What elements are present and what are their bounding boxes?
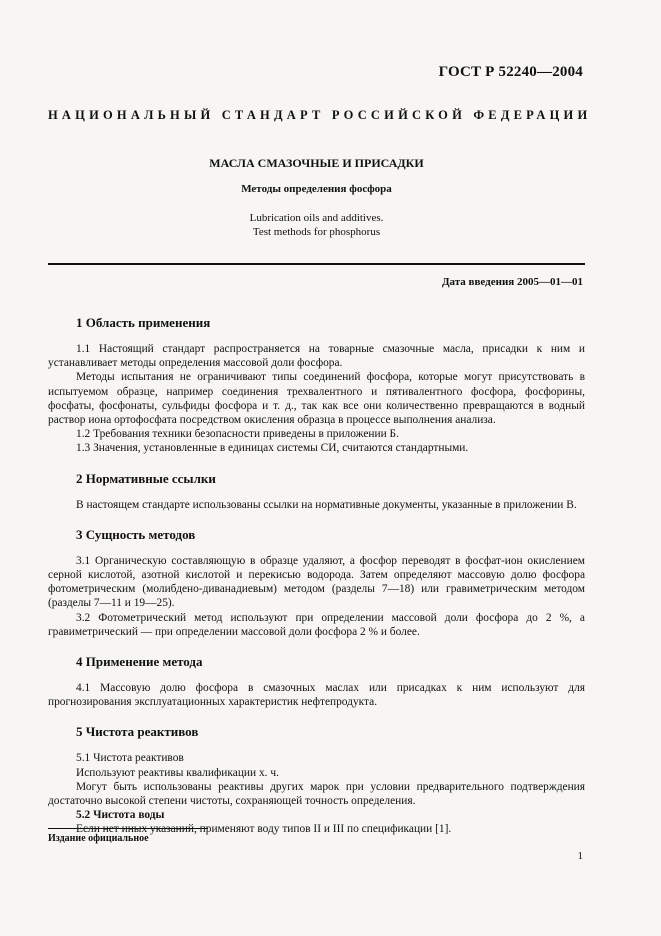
paragraph-1-1-methods: Методы испытания не ограничивают типы соединений фосфора, которые могут присутствовать в испытуемом образце, например соединения трехвалентного и пятивалентного фосфора, фосфорины, фосфаты, фосфонаты, сульфиды фосфора и т. д., так как все они количественно превращаются в водный раствор иона ортофосфата посредством окисления образца в процессе выполнения анализа. — [48, 371, 585, 427]
subsection-heading-5-2: 5.2 Чистота воды — [76, 809, 165, 822]
document-body — [48, 312, 585, 837]
paragraph-5-1: 5.1 Чистота реактивов — [76, 752, 184, 765]
footer-divider — [48, 828, 208, 829]
section-heading-2: 2 Нормативные ссылки — [76, 470, 216, 486]
paragraph-3-1: 3.1 Органическую составляющую в образце удаляют, а фосфор переводят в фосфат-ион окислением серной кислотой, азотной кислотой и перекисью водорода. Затем определяют массовую долю фосфора фотометрическим (молибдено-диванадиевым) методом (разделы 7—18) или гравиметрическим методом (разделы 7—11 и 19—25). — [48, 554, 585, 610]
paragraph-5-1-reagents: Используют реактивы квалификации х. ч. — [76, 766, 279, 779]
edition-note: Издание официальное — [48, 833, 149, 844]
paragraph-5-2: Если нет иных указаний, применяют воду типов II и III по спецификации [1]. — [76, 823, 452, 836]
paragraph-1-3: 1.3 Значения, установленные в единицах системы СИ, считаются стандартными. — [76, 442, 469, 455]
gost-code: ГОСТ Р 52240—2004 — [438, 64, 583, 80]
section-heading-5: 5 Чистота реактивов — [76, 724, 199, 740]
section-heading-1: 1 Область применения — [76, 315, 211, 330]
english-title-line-2: Test methods for phosphorus — [252, 226, 381, 238]
english-title-line-1: Lubrication oils and additives. — [249, 212, 384, 224]
document-subtitle: Методы определения фосфора — [241, 183, 392, 195]
section-heading-4: 4 Применение метода — [76, 654, 203, 670]
header-divider — [48, 263, 585, 265]
paragraph-5-1-other-reagents: Могут быть использованы реактивы других марок при условии предварительного подтверждения достаточно высокой степени чистоты, сохраняющей точность определения. — [48, 780, 585, 808]
introduction-date: Дата введения 2005—01—01 — [441, 276, 583, 288]
section-heading-3: 3 Сущность методов — [76, 526, 196, 542]
paragraph-1-1: 1.1 Настоящий стандарт распространяется на товарные смазочные масла, присадки к ним и устанавливает методы определения массовой доли фосфора. — [48, 343, 585, 370]
national-standard-banner: НАЦИОНАЛЬНЫЙ СТАНДАРТ РОССИЙСКОЙ ФЕДЕРАЦИИ — [48, 108, 592, 122]
english-title — [48, 211, 585, 239]
paragraph-1-2: 1.2 Требования техники безопасности приведены в приложении Б. — [76, 428, 399, 441]
document-title: МАСЛА СМАЗОЧНЫЕ И ПРИСАДКИ — [209, 156, 424, 170]
paragraph-2: В настоящем стандарте использованы ссылки на нормативные документы, указанные в приложении В. — [76, 498, 577, 511]
paragraph-4-1: 4.1 Массовую долю фосфора в смазочных маслах или присадках к ним используют для прогнозирования эксплуатационных характеристик нефтепродукта. — [48, 682, 585, 709]
paragraph-3-2: 3.2 Фотометрический метод используют при определении массовой доли фосфора до 2 %, а гравиметрический — при определении массовой доли фосфора 2 % и более. — [48, 611, 585, 638]
page-number: 1 — [577, 850, 583, 862]
